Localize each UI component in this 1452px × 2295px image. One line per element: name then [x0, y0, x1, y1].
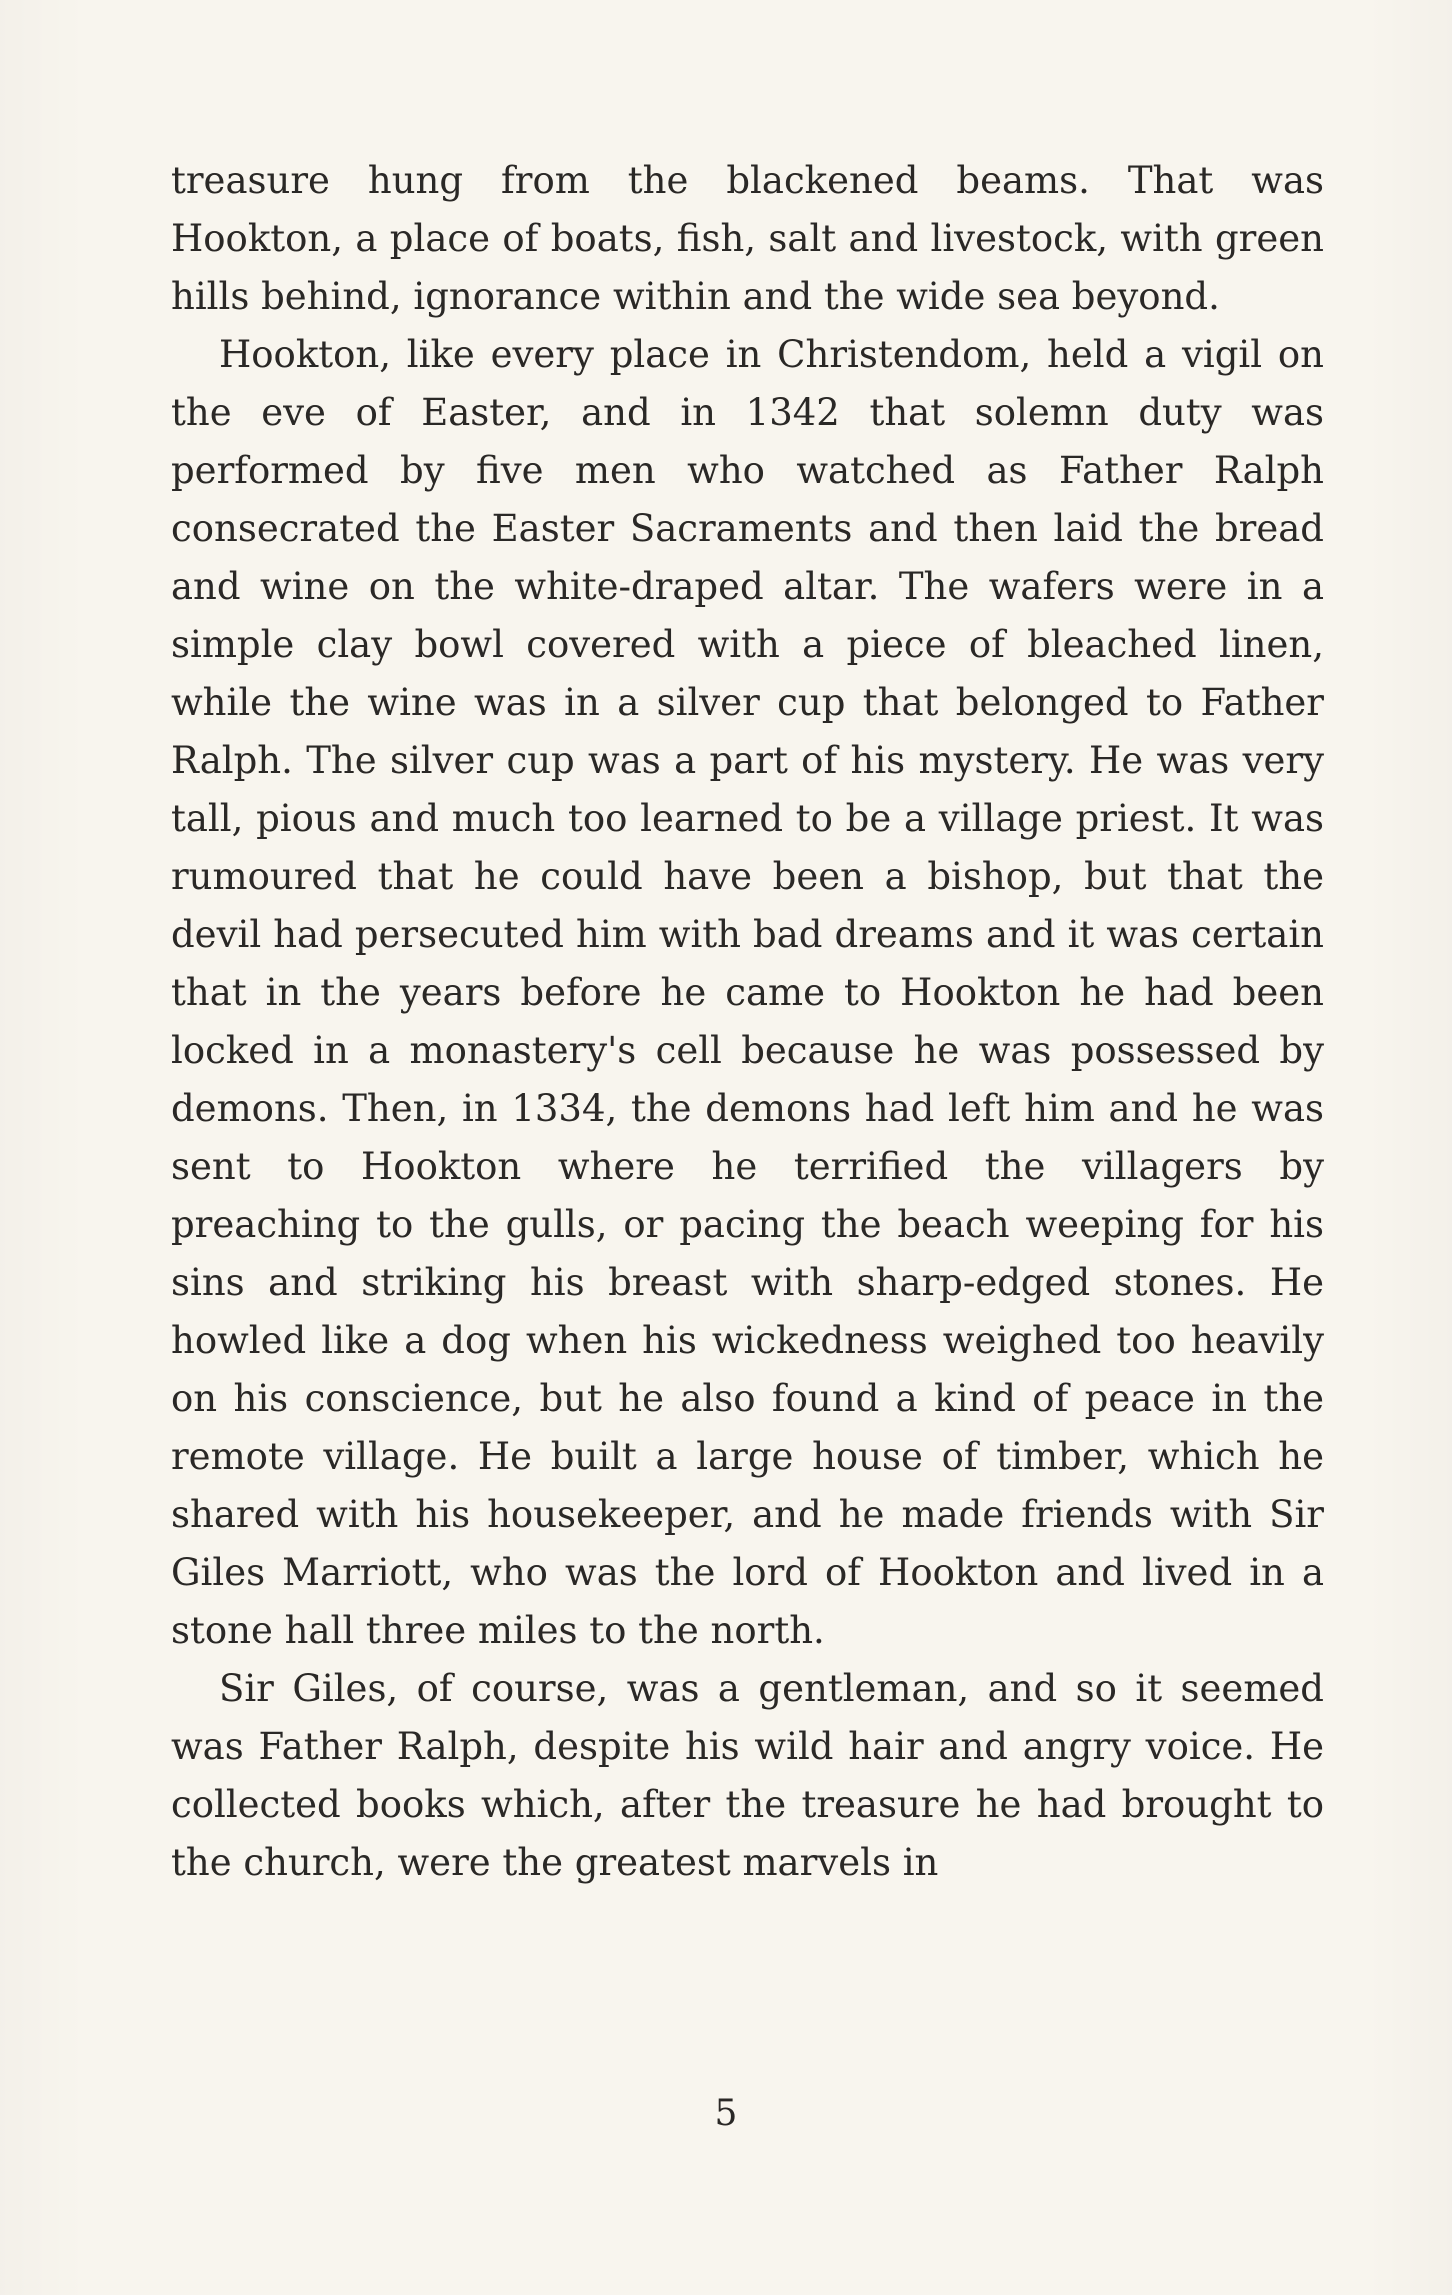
body-text [171, 152, 1324, 1892]
paragraph-vigil: Hookton, like every place in Christendom, held a vigil on the eve of Easter, and in 1342 that solemn duty was performed by five men who watched as Father Ralph consecrated the Easter Sacraments and then laid the bread and wine on the white-draped altar. The wafers were in a simple clay bowl covered with a piece of bleached linen, while the wine was in a silver cup that belonged to Father Ralph. The silver cup was a part of his mystery. He was very tall, pious and much too learned to be a village priest. It was rumoured that he could have been a bishop, but that the devil had persecuted him with bad dreams and it was certain that in the years before he came to Hookton he had been locked in a monastery's cell because he was possessed by demons. Then, in 1334, the demons had left him and he was sent to Hookton where he terrified the villagers by preaching to the gulls, or pacing the beach weeping for his sins and striking his breast with sharp-edged stones. He howled like a dog when his wickedness weighed too heavily on his conscience, but he also found a kind of peace in the remote village. He built a large house of timber, which he shared with his housekeeper, and he made friends with Sir Giles Marriott, who was the lord of Hookton and lived in a stone hall three miles to the north. [171, 333, 1324, 1652]
paragraph-continuation: treasure hung from the blackened beams. That was Hookton, a place of boats, fish, salt and livestock, with green hills behind, ignorance within and the wide sea beyond. [171, 159, 1324, 318]
page-number: 5 [714, 2093, 738, 2134]
paragraph-sir-giles: Sir Giles, of course, was a gentleman, and so it seemed was Father Ralph, despite his wild hair and angry voice. He collected books which, after the treasure he had brought to the church, were the greatest marvels in [171, 1667, 1324, 1884]
